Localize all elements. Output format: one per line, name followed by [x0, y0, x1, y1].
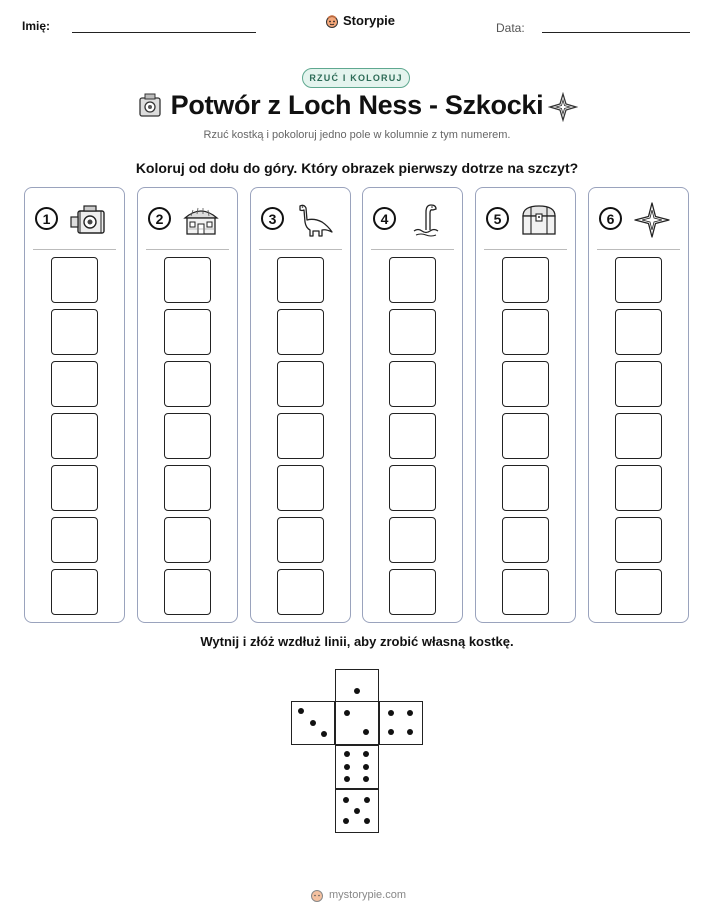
color-box[interactable]	[389, 309, 436, 355]
color-box[interactable]	[389, 569, 436, 615]
color-box[interactable]	[615, 465, 662, 511]
column-number: 2	[148, 207, 171, 230]
die-face-2	[335, 701, 379, 745]
color-box[interactable]	[389, 465, 436, 511]
footer	[310, 888, 406, 902]
color-box[interactable]	[164, 569, 211, 615]
date-line[interactable]	[542, 32, 690, 33]
color-box[interactable]	[502, 361, 549, 407]
die-pip	[343, 797, 349, 803]
color-box[interactable]	[502, 309, 549, 355]
die-face-3	[291, 701, 335, 745]
color-box[interactable]	[615, 257, 662, 303]
nessie-icon	[406, 202, 446, 238]
column-number: 5	[486, 207, 509, 230]
color-box[interactable]	[51, 465, 98, 511]
cottage-icon	[181, 202, 221, 238]
color-box[interactable]	[277, 413, 324, 459]
die-face-6	[335, 745, 379, 789]
color-box[interactable]	[277, 361, 324, 407]
color-box[interactable]	[51, 361, 98, 407]
die-pip	[354, 808, 360, 814]
die-pip	[344, 710, 350, 716]
die-pip	[310, 720, 316, 726]
sparkle-icon	[548, 92, 578, 122]
name-line[interactable]	[72, 32, 256, 33]
activity-badge: RZUĆ I KOLORUJ	[302, 68, 410, 88]
die-pip	[344, 751, 350, 757]
color-box[interactable]	[615, 361, 662, 407]
color-box[interactable]	[277, 465, 324, 511]
color-box[interactable]	[502, 517, 549, 563]
color-box[interactable]	[502, 257, 549, 303]
color-box[interactable]	[51, 517, 98, 563]
column-5	[475, 187, 576, 623]
column-number: 6	[599, 207, 622, 230]
die-pip	[364, 818, 370, 824]
die-pip	[363, 729, 369, 735]
column-divider	[259, 249, 342, 250]
color-box[interactable]	[164, 361, 211, 407]
page-title: Potwór z Loch Ness - Szkocki	[170, 90, 544, 120]
die-face-5	[335, 789, 379, 833]
pie-mascot-icon	[310, 888, 324, 902]
column-3	[250, 187, 351, 623]
color-box[interactable]	[164, 517, 211, 563]
color-box[interactable]	[615, 517, 662, 563]
color-box[interactable]	[51, 257, 98, 303]
color-box[interactable]	[389, 257, 436, 303]
camera-icon	[68, 202, 108, 238]
color-box[interactable]	[277, 517, 324, 563]
column-number: 4	[373, 207, 396, 230]
page-subtitle: Rzuć kostką i pokoloruj jedno pole w kolumnie z tym numerem.	[203, 129, 511, 141]
color-box[interactable]	[502, 465, 549, 511]
die-pip	[364, 797, 370, 803]
sparkle-icon	[632, 202, 672, 238]
column-divider	[484, 249, 567, 250]
color-box[interactable]	[164, 465, 211, 511]
treasure-chest-icon	[519, 202, 559, 238]
column-divider	[33, 249, 116, 250]
column-number: 3	[261, 207, 284, 230]
die-face-4	[379, 701, 423, 745]
color-box[interactable]	[615, 309, 662, 355]
color-box[interactable]	[615, 413, 662, 459]
color-box[interactable]	[502, 569, 549, 615]
color-box[interactable]	[389, 517, 436, 563]
die-pip	[407, 710, 413, 716]
color-box[interactable]	[164, 309, 211, 355]
die-pip	[298, 708, 304, 714]
brand-name: Storypie	[343, 13, 396, 28]
column-6	[588, 187, 689, 623]
column-2	[137, 187, 238, 623]
column-number: 1	[35, 207, 58, 230]
color-box[interactable]	[51, 309, 98, 355]
color-box[interactable]	[389, 413, 436, 459]
die-pip	[407, 729, 413, 735]
die-pip	[354, 688, 360, 694]
column-divider	[146, 249, 229, 250]
color-box[interactable]	[51, 569, 98, 615]
die-pip	[343, 818, 349, 824]
pie-mascot-icon	[325, 14, 339, 28]
footer-url: mystorypie.com	[329, 889, 407, 901]
die-pip	[344, 764, 350, 770]
color-box[interactable]	[164, 257, 211, 303]
die-pip	[363, 776, 369, 782]
die-pip	[344, 776, 350, 782]
color-box[interactable]	[51, 413, 98, 459]
color-box[interactable]	[615, 569, 662, 615]
brand-logo	[325, 13, 395, 28]
color-box[interactable]	[389, 361, 436, 407]
cut-instruction: Wytnij i złóż wzdłuż linii, aby zrobić własną kostkę.	[200, 634, 514, 649]
column-divider	[597, 249, 680, 250]
column-4	[362, 187, 463, 623]
column-1	[24, 187, 125, 623]
die-pip	[388, 729, 394, 735]
color-box[interactable]	[277, 569, 324, 615]
die-pip	[363, 751, 369, 757]
dinosaur-icon	[294, 202, 334, 238]
date-label: Data:	[496, 21, 525, 35]
color-box[interactable]	[164, 413, 211, 459]
die-pip	[388, 710, 394, 716]
die-pip	[363, 764, 369, 770]
color-box[interactable]	[277, 257, 324, 303]
die-pip	[321, 731, 327, 737]
name-label: Imię:	[22, 19, 51, 33]
column-divider	[371, 249, 454, 250]
coloring-instruction: Koloruj od dołu do góry. Który obrazek pierwszy dotrze na szczyt?	[135, 160, 579, 176]
color-box[interactable]	[277, 309, 324, 355]
color-box[interactable]	[502, 413, 549, 459]
